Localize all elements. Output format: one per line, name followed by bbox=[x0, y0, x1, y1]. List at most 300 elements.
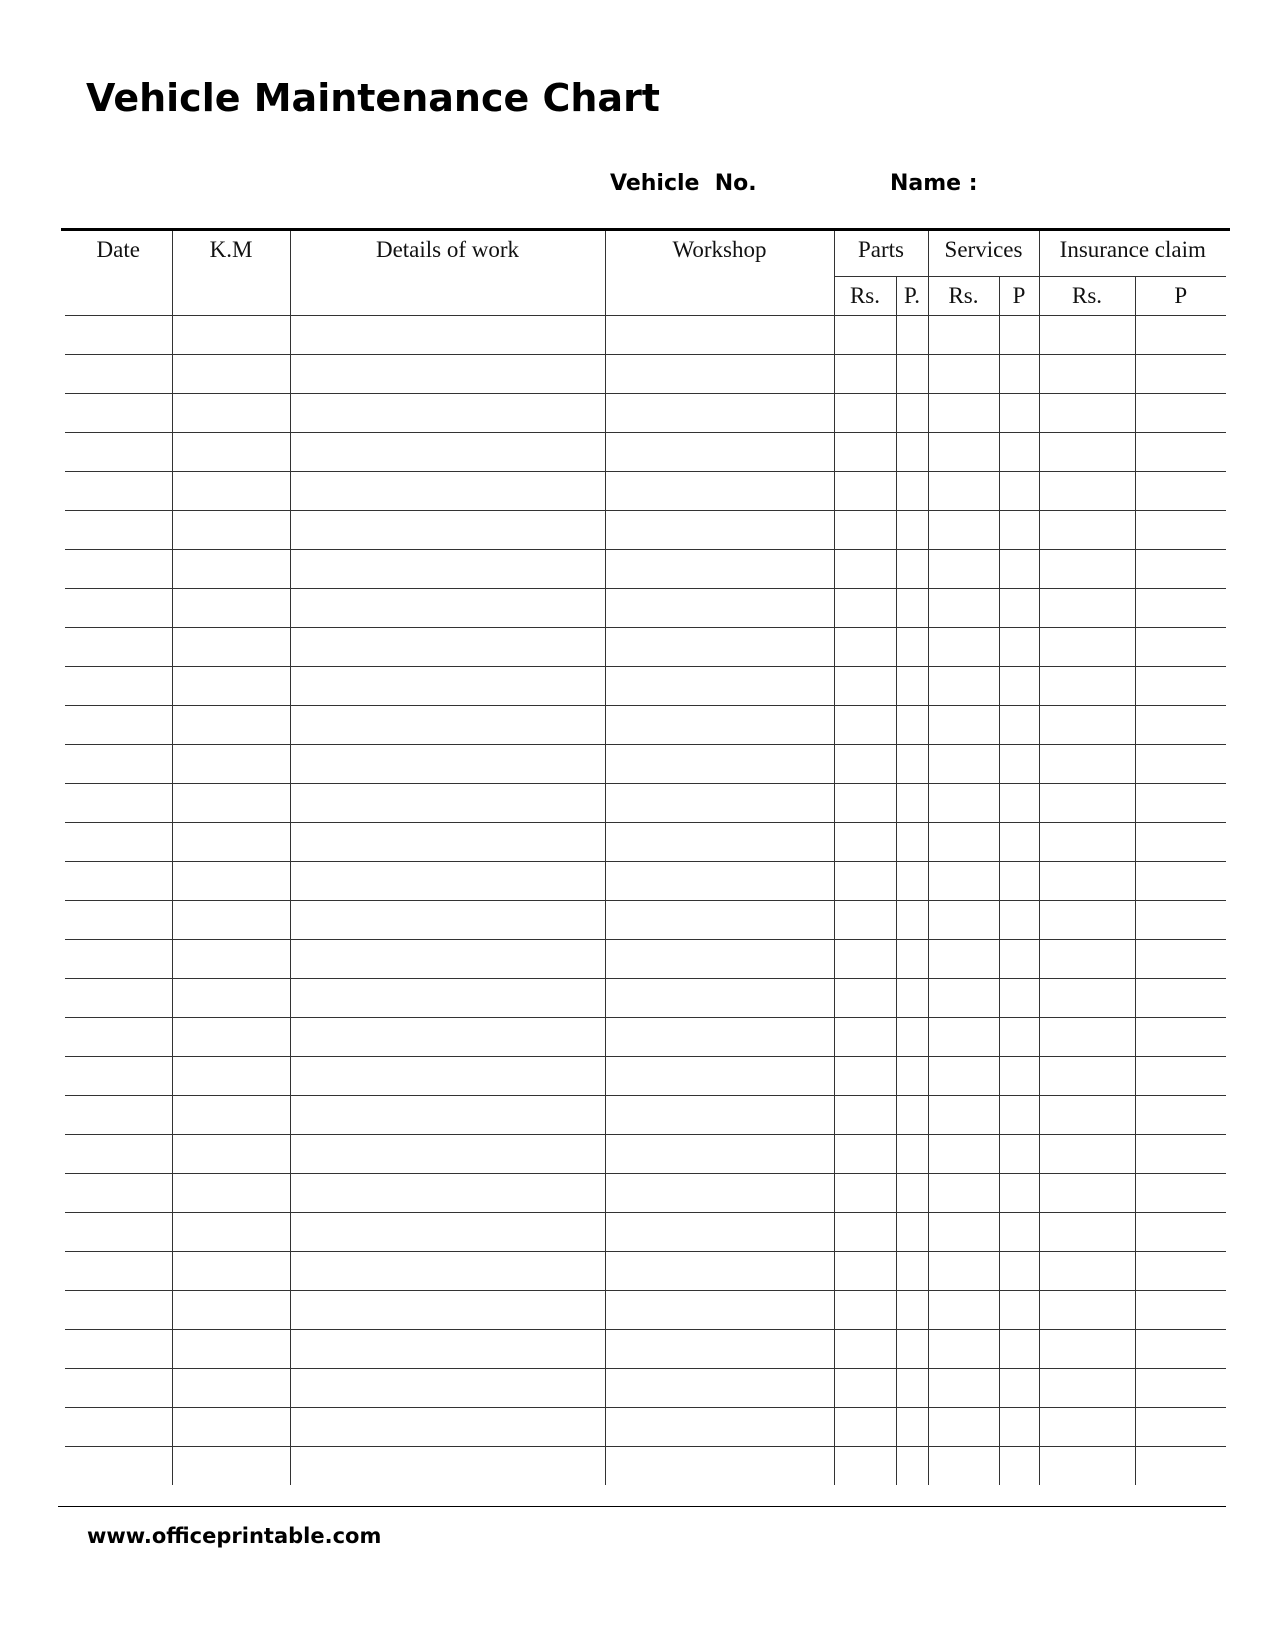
cell-date bbox=[65, 394, 172, 433]
cell-services-p bbox=[999, 823, 1039, 862]
cell-details bbox=[290, 628, 605, 667]
cell-date bbox=[65, 1369, 172, 1408]
cell-details bbox=[290, 355, 605, 394]
cell-km bbox=[172, 940, 290, 979]
cell-services-rs bbox=[928, 1291, 999, 1330]
cell-km bbox=[172, 1369, 290, 1408]
cell-services-rs bbox=[928, 472, 999, 511]
cell-services-p bbox=[999, 1330, 1039, 1369]
cell-workshop bbox=[605, 940, 834, 979]
table-row bbox=[65, 667, 1226, 706]
cell-km bbox=[172, 823, 290, 862]
cell-workshop bbox=[605, 1057, 834, 1096]
cell-parts-p bbox=[896, 1135, 928, 1174]
cell-parts-p bbox=[896, 745, 928, 784]
cell-date bbox=[65, 940, 172, 979]
cell-workshop bbox=[605, 511, 834, 550]
cell-insurance-p bbox=[1135, 745, 1226, 784]
cell-km bbox=[172, 706, 290, 745]
cell-insurance-rs bbox=[1039, 1174, 1135, 1213]
header-date: Date bbox=[65, 231, 172, 316]
cell-services-rs bbox=[928, 940, 999, 979]
table-row bbox=[65, 706, 1226, 745]
cell-parts-rs bbox=[834, 1330, 896, 1369]
cell-details bbox=[290, 940, 605, 979]
cell-parts-p bbox=[896, 628, 928, 667]
cell-workshop bbox=[605, 628, 834, 667]
cell-insurance-p bbox=[1135, 940, 1226, 979]
cell-workshop bbox=[605, 1213, 834, 1252]
cell-details bbox=[290, 1135, 605, 1174]
cell-workshop bbox=[605, 1252, 834, 1291]
cell-parts-p bbox=[896, 472, 928, 511]
cell-km bbox=[172, 979, 290, 1018]
cell-services-rs bbox=[928, 316, 999, 355]
cell-parts-rs bbox=[834, 1018, 896, 1057]
cell-workshop bbox=[605, 1135, 834, 1174]
cell-services-rs bbox=[928, 1369, 999, 1408]
cell-details bbox=[290, 550, 605, 589]
cell-services-p bbox=[999, 1018, 1039, 1057]
cell-services-rs bbox=[928, 1096, 999, 1135]
cell-workshop bbox=[605, 394, 834, 433]
cell-date bbox=[65, 901, 172, 940]
header-parts: Parts bbox=[834, 231, 928, 277]
cell-workshop bbox=[605, 1291, 834, 1330]
footer-url: www.officeprintable.com bbox=[87, 1524, 382, 1548]
cell-workshop bbox=[605, 862, 834, 901]
cell-parts-rs bbox=[834, 316, 896, 355]
cell-services-rs bbox=[928, 901, 999, 940]
cell-services-p bbox=[999, 745, 1039, 784]
cell-details bbox=[290, 394, 605, 433]
cell-km bbox=[172, 589, 290, 628]
cell-details bbox=[290, 472, 605, 511]
cell-date bbox=[65, 1291, 172, 1330]
cell-km bbox=[172, 355, 290, 394]
cell-services-rs bbox=[928, 550, 999, 589]
cell-parts-p bbox=[896, 1057, 928, 1096]
cell-services-p bbox=[999, 706, 1039, 745]
cell-insurance-p bbox=[1135, 1018, 1226, 1057]
cell-parts-p bbox=[896, 667, 928, 706]
cell-parts-rs bbox=[834, 823, 896, 862]
cell-insurance-rs bbox=[1039, 1291, 1135, 1330]
cell-services-p bbox=[999, 862, 1039, 901]
cell-date bbox=[65, 472, 172, 511]
cell-workshop bbox=[605, 823, 834, 862]
cell-insurance-rs bbox=[1039, 862, 1135, 901]
cell-date bbox=[65, 1213, 172, 1252]
cell-date bbox=[65, 550, 172, 589]
cell-parts-rs bbox=[834, 745, 896, 784]
cell-km bbox=[172, 1096, 290, 1135]
cell-insurance-rs bbox=[1039, 667, 1135, 706]
cell-details bbox=[290, 511, 605, 550]
cell-date bbox=[65, 433, 172, 472]
cell-details bbox=[290, 316, 605, 355]
cell-parts-rs bbox=[834, 1096, 896, 1135]
cell-km bbox=[172, 1330, 290, 1369]
cell-parts-p bbox=[896, 979, 928, 1018]
cell-parts-p bbox=[896, 901, 928, 940]
table-row bbox=[65, 1057, 1226, 1096]
cell-services-rs bbox=[928, 667, 999, 706]
cell-parts-rs bbox=[834, 1369, 896, 1408]
table-row bbox=[65, 1135, 1226, 1174]
cell-workshop bbox=[605, 667, 834, 706]
cell-date bbox=[65, 628, 172, 667]
table-bottom-rule bbox=[58, 1506, 1226, 1507]
cell-km bbox=[172, 1057, 290, 1096]
cell-services-p bbox=[999, 433, 1039, 472]
cell-insurance-p bbox=[1135, 589, 1226, 628]
cell-services-p bbox=[999, 1174, 1039, 1213]
table-row bbox=[65, 862, 1226, 901]
cell-insurance-p bbox=[1135, 706, 1226, 745]
cell-services-rs bbox=[928, 1330, 999, 1369]
cell-km bbox=[172, 550, 290, 589]
cell-workshop bbox=[605, 1330, 834, 1369]
cell-services-p bbox=[999, 901, 1039, 940]
cell-insurance-rs bbox=[1039, 472, 1135, 511]
cell-details bbox=[290, 706, 605, 745]
table-row bbox=[65, 1447, 1226, 1486]
header-insurance-claim: Insurance claim bbox=[1039, 231, 1226, 277]
cell-date bbox=[65, 706, 172, 745]
cell-insurance-p bbox=[1135, 667, 1226, 706]
cell-parts-rs bbox=[834, 1174, 896, 1213]
cell-parts-p bbox=[896, 1018, 928, 1057]
cell-insurance-p bbox=[1135, 823, 1226, 862]
cell-workshop bbox=[605, 1174, 834, 1213]
cell-details bbox=[290, 1330, 605, 1369]
cell-services-p bbox=[999, 1447, 1039, 1486]
cell-km bbox=[172, 433, 290, 472]
cell-details bbox=[290, 1447, 605, 1486]
cell-insurance-rs bbox=[1039, 1057, 1135, 1096]
cell-km bbox=[172, 316, 290, 355]
cell-parts-p bbox=[896, 784, 928, 823]
cell-workshop bbox=[605, 316, 834, 355]
cell-insurance-rs bbox=[1039, 940, 1135, 979]
cell-services-rs bbox=[928, 394, 999, 433]
cell-date bbox=[65, 1330, 172, 1369]
cell-workshop bbox=[605, 1369, 834, 1408]
cell-services-p bbox=[999, 511, 1039, 550]
cell-parts-rs bbox=[834, 1408, 896, 1447]
cell-workshop bbox=[605, 1018, 834, 1057]
cell-workshop bbox=[605, 784, 834, 823]
header-workshop: Workshop bbox=[605, 231, 834, 316]
cell-km bbox=[172, 667, 290, 706]
cell-parts-rs bbox=[834, 940, 896, 979]
header-services-p: P bbox=[999, 277, 1039, 316]
cell-parts-p bbox=[896, 550, 928, 589]
table-row bbox=[65, 1174, 1226, 1213]
cell-insurance-rs bbox=[1039, 355, 1135, 394]
cell-parts-p bbox=[896, 1447, 928, 1486]
cell-km bbox=[172, 862, 290, 901]
cell-services-p bbox=[999, 316, 1039, 355]
cell-services-rs bbox=[928, 589, 999, 628]
cell-details bbox=[290, 1174, 605, 1213]
cell-workshop bbox=[605, 1447, 834, 1486]
cell-parts-p bbox=[896, 940, 928, 979]
cell-insurance-p bbox=[1135, 628, 1226, 667]
cell-services-p bbox=[999, 1408, 1039, 1447]
cell-workshop bbox=[605, 355, 834, 394]
cell-km bbox=[172, 1252, 290, 1291]
cell-km bbox=[172, 745, 290, 784]
cell-parts-p bbox=[896, 1330, 928, 1369]
header-insurance-p: P bbox=[1135, 277, 1226, 316]
cell-insurance-p bbox=[1135, 1213, 1226, 1252]
table-row bbox=[65, 1213, 1226, 1252]
cell-insurance-rs bbox=[1039, 1369, 1135, 1408]
cell-insurance-p bbox=[1135, 355, 1226, 394]
cell-insurance-p bbox=[1135, 784, 1226, 823]
cell-date bbox=[65, 1018, 172, 1057]
cell-parts-p bbox=[896, 1291, 928, 1330]
cell-services-p bbox=[999, 667, 1039, 706]
cell-km bbox=[172, 1213, 290, 1252]
table-row bbox=[65, 589, 1226, 628]
cell-date bbox=[65, 1252, 172, 1291]
cell-km bbox=[172, 1018, 290, 1057]
cell-services-p bbox=[999, 628, 1039, 667]
table-row bbox=[65, 1252, 1226, 1291]
cell-services-p bbox=[999, 1135, 1039, 1174]
cell-km bbox=[172, 628, 290, 667]
header-services-rs: Rs. bbox=[928, 277, 999, 316]
name-label: Name : bbox=[890, 171, 978, 196]
cell-details bbox=[290, 979, 605, 1018]
cell-services-rs bbox=[928, 1252, 999, 1291]
cell-km bbox=[172, 784, 290, 823]
header-km: K.M bbox=[172, 231, 290, 316]
cell-services-p bbox=[999, 1369, 1039, 1408]
cell-services-rs bbox=[928, 979, 999, 1018]
cell-details bbox=[290, 862, 605, 901]
cell-insurance-p bbox=[1135, 862, 1226, 901]
cell-services-rs bbox=[928, 1174, 999, 1213]
cell-insurance-rs bbox=[1039, 628, 1135, 667]
cell-insurance-rs bbox=[1039, 1252, 1135, 1291]
cell-parts-rs bbox=[834, 862, 896, 901]
cell-services-rs bbox=[928, 511, 999, 550]
cell-insurance-p bbox=[1135, 1408, 1226, 1447]
table-row bbox=[65, 1408, 1226, 1447]
cell-km bbox=[172, 1447, 290, 1486]
cell-workshop bbox=[605, 589, 834, 628]
table-row bbox=[65, 1330, 1226, 1369]
cell-insurance-rs bbox=[1039, 1213, 1135, 1252]
cell-date bbox=[65, 1447, 172, 1486]
cell-services-p bbox=[999, 1291, 1039, 1330]
cell-services-p bbox=[999, 550, 1039, 589]
cell-insurance-rs bbox=[1039, 1018, 1135, 1057]
cell-insurance-rs bbox=[1039, 550, 1135, 589]
cell-workshop bbox=[605, 1408, 834, 1447]
cell-services-rs bbox=[928, 823, 999, 862]
cell-workshop bbox=[605, 745, 834, 784]
cell-date bbox=[65, 355, 172, 394]
cell-insurance-rs bbox=[1039, 1096, 1135, 1135]
cell-insurance-p bbox=[1135, 1369, 1226, 1408]
cell-parts-rs bbox=[834, 1213, 896, 1252]
table-row bbox=[65, 511, 1226, 550]
cell-date bbox=[65, 667, 172, 706]
cell-insurance-p bbox=[1135, 394, 1226, 433]
cell-insurance-rs bbox=[1039, 1330, 1135, 1369]
cell-parts-p bbox=[896, 1096, 928, 1135]
table-row bbox=[65, 472, 1226, 511]
cell-insurance-rs bbox=[1039, 823, 1135, 862]
table-row bbox=[65, 1291, 1226, 1330]
cell-date bbox=[65, 1174, 172, 1213]
cell-parts-rs bbox=[834, 433, 896, 472]
header-parts-p: P. bbox=[896, 277, 928, 316]
table-body bbox=[65, 316, 1226, 1486]
header-parts-rs: Rs. bbox=[834, 277, 896, 316]
cell-parts-rs bbox=[834, 589, 896, 628]
cell-date bbox=[65, 1408, 172, 1447]
cell-date bbox=[65, 784, 172, 823]
cell-services-rs bbox=[928, 1447, 999, 1486]
header-insurance-rs: Rs. bbox=[1039, 277, 1135, 316]
cell-insurance-p bbox=[1135, 1330, 1226, 1369]
cell-services-p bbox=[999, 979, 1039, 1018]
cell-workshop bbox=[605, 979, 834, 1018]
table-row bbox=[65, 550, 1226, 589]
cell-insurance-rs bbox=[1039, 979, 1135, 1018]
cell-parts-rs bbox=[834, 979, 896, 1018]
cell-services-p bbox=[999, 1213, 1039, 1252]
cell-parts-p bbox=[896, 1369, 928, 1408]
cell-insurance-p bbox=[1135, 472, 1226, 511]
cell-parts-rs bbox=[834, 355, 896, 394]
cell-km bbox=[172, 472, 290, 511]
cell-parts-p bbox=[896, 394, 928, 433]
cell-workshop bbox=[605, 1096, 834, 1135]
cell-parts-rs bbox=[834, 1291, 896, 1330]
cell-parts-rs bbox=[834, 784, 896, 823]
cell-workshop bbox=[605, 433, 834, 472]
cell-services-p bbox=[999, 472, 1039, 511]
cell-services-p bbox=[999, 1252, 1039, 1291]
cell-insurance-rs bbox=[1039, 589, 1135, 628]
cell-parts-rs bbox=[834, 628, 896, 667]
cell-date bbox=[65, 511, 172, 550]
cell-insurance-p bbox=[1135, 433, 1226, 472]
table-row bbox=[65, 1369, 1226, 1408]
cell-details bbox=[290, 1096, 605, 1135]
maintenance-table bbox=[65, 231, 1226, 1485]
cell-parts-rs bbox=[834, 511, 896, 550]
table-row bbox=[65, 628, 1226, 667]
cell-insurance-p bbox=[1135, 1096, 1226, 1135]
table-row bbox=[65, 823, 1226, 862]
cell-services-rs bbox=[928, 628, 999, 667]
cell-insurance-rs bbox=[1039, 745, 1135, 784]
cell-insurance-p bbox=[1135, 550, 1226, 589]
cell-details bbox=[290, 433, 605, 472]
cell-services-p bbox=[999, 1096, 1039, 1135]
cell-insurance-rs bbox=[1039, 394, 1135, 433]
cell-insurance-p bbox=[1135, 901, 1226, 940]
cell-services-p bbox=[999, 940, 1039, 979]
cell-workshop bbox=[605, 472, 834, 511]
cell-insurance-rs bbox=[1039, 1408, 1135, 1447]
table-row bbox=[65, 1096, 1226, 1135]
cell-insurance-rs bbox=[1039, 511, 1135, 550]
cell-date bbox=[65, 1135, 172, 1174]
cell-services-p bbox=[999, 784, 1039, 823]
cell-parts-p bbox=[896, 1213, 928, 1252]
cell-insurance-rs bbox=[1039, 784, 1135, 823]
cell-date bbox=[65, 316, 172, 355]
cell-km bbox=[172, 1174, 290, 1213]
table-row bbox=[65, 940, 1226, 979]
cell-date bbox=[65, 589, 172, 628]
cell-services-rs bbox=[928, 1018, 999, 1057]
cell-insurance-rs bbox=[1039, 901, 1135, 940]
table-row bbox=[65, 901, 1226, 940]
header-details-of-work: Details of work bbox=[290, 231, 605, 316]
cell-services-rs bbox=[928, 862, 999, 901]
cell-km bbox=[172, 511, 290, 550]
cell-details bbox=[290, 1213, 605, 1252]
cell-parts-rs bbox=[834, 1252, 896, 1291]
cell-workshop bbox=[605, 901, 834, 940]
cell-parts-p bbox=[896, 706, 928, 745]
cell-services-rs bbox=[928, 355, 999, 394]
cell-date bbox=[65, 823, 172, 862]
cell-insurance-p bbox=[1135, 1252, 1226, 1291]
cell-parts-rs bbox=[834, 550, 896, 589]
cell-date bbox=[65, 1057, 172, 1096]
cell-details bbox=[290, 1369, 605, 1408]
cell-insurance-p bbox=[1135, 1447, 1226, 1486]
table-row bbox=[65, 979, 1226, 1018]
cell-services-rs bbox=[928, 1213, 999, 1252]
cell-insurance-p bbox=[1135, 511, 1226, 550]
cell-parts-p bbox=[896, 511, 928, 550]
cell-km bbox=[172, 394, 290, 433]
cell-services-rs bbox=[928, 1135, 999, 1174]
cell-parts-rs bbox=[834, 901, 896, 940]
cell-date bbox=[65, 745, 172, 784]
table-row bbox=[65, 745, 1226, 784]
cell-km bbox=[172, 1408, 290, 1447]
cell-details bbox=[290, 1408, 605, 1447]
cell-parts-p bbox=[896, 1252, 928, 1291]
cell-services-rs bbox=[928, 433, 999, 472]
cell-details bbox=[290, 1018, 605, 1057]
cell-parts-p bbox=[896, 1174, 928, 1213]
cell-insurance-p bbox=[1135, 1057, 1226, 1096]
page-title: Vehicle Maintenance Chart bbox=[86, 76, 660, 120]
cell-insurance-p bbox=[1135, 1291, 1226, 1330]
cell-parts-rs bbox=[834, 472, 896, 511]
cell-km bbox=[172, 901, 290, 940]
cell-insurance-rs bbox=[1039, 316, 1135, 355]
cell-km bbox=[172, 1135, 290, 1174]
cell-services-rs bbox=[928, 784, 999, 823]
cell-services-p bbox=[999, 355, 1039, 394]
table-row bbox=[65, 433, 1226, 472]
